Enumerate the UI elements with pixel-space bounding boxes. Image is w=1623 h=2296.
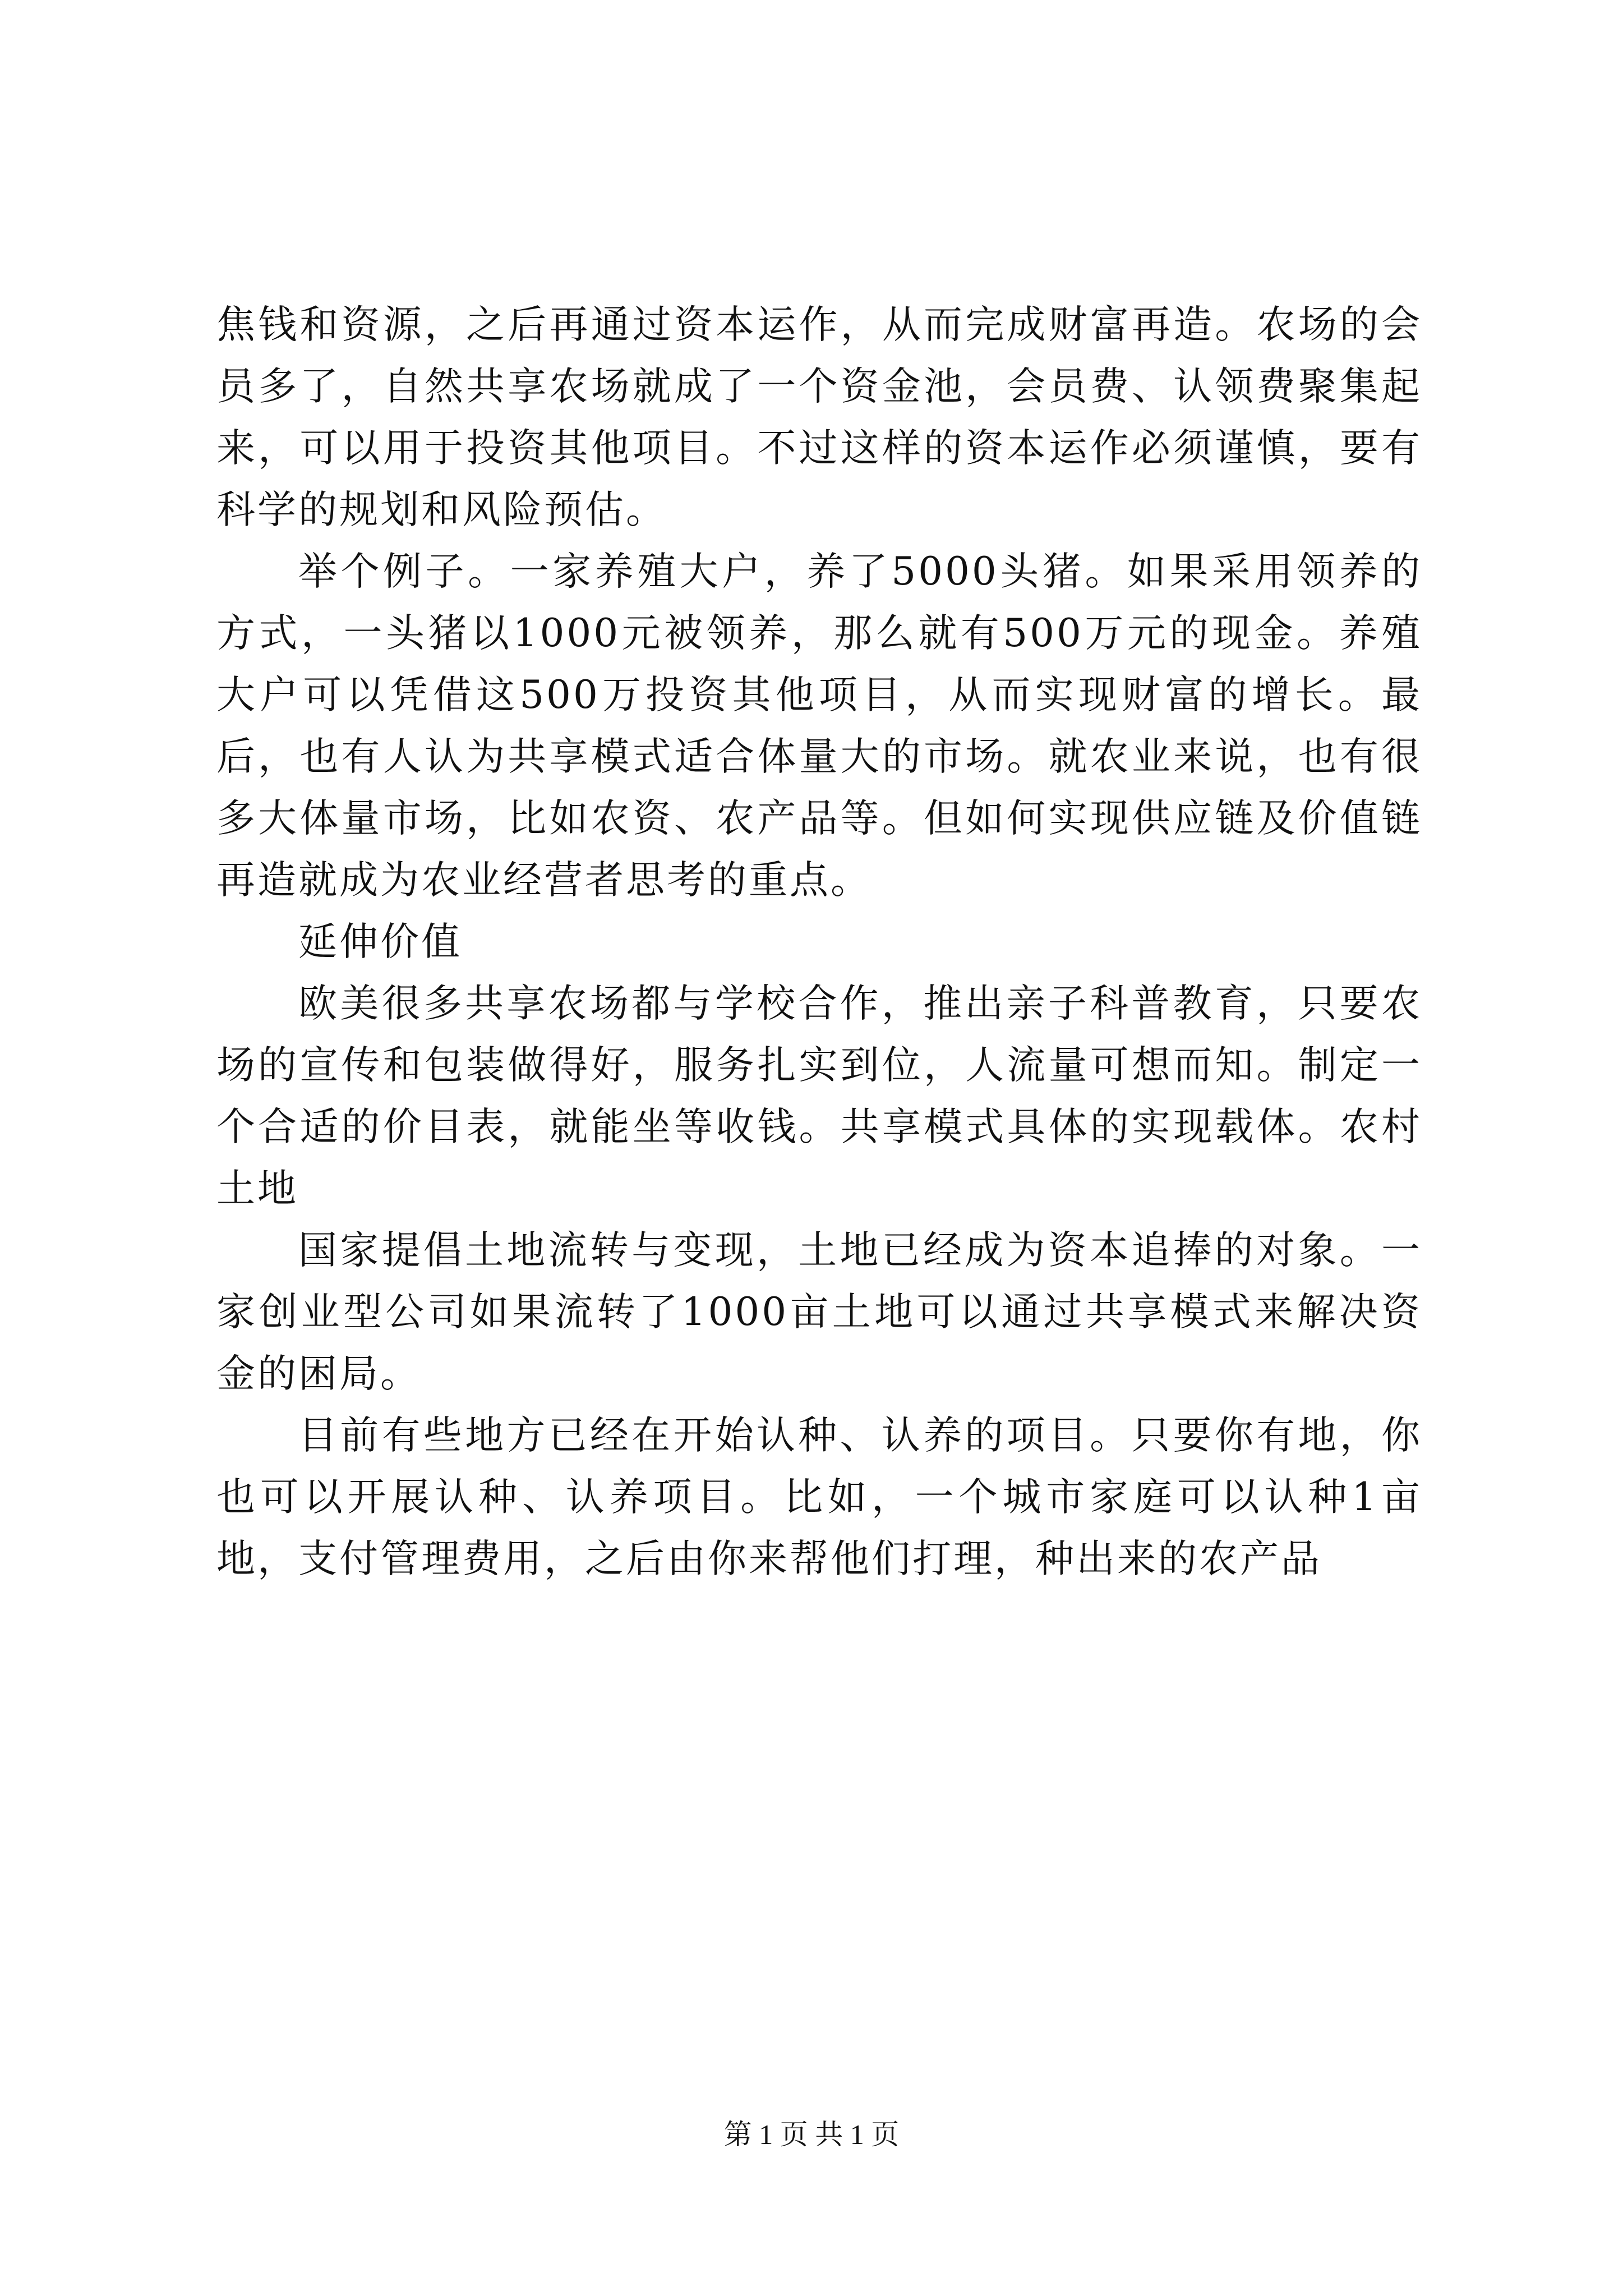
- paragraph-1: 焦钱和资源，之后再通过资本运作，从而完成财富再造。农场的会员多了，自然共享农场就成了一个资金池，会员费、认领费聚集起来，可以用于投资其他项目。不过这样的资本运作必须谨慎，要有科学的规划和风险预估。: [216, 302, 1422, 532]
- section-heading-extended-value: 延伸价值: [298, 919, 462, 964]
- document-body: [216, 294, 1422, 1590]
- paragraph-3: 欧美很多共享农场都与学校合作，推出亲子科普教育，只要农场的宣传和包装做得好，服务扎实到位，人流量可想而知。制定一个合适的价目表，就能坐等收钱。共享模式具体的实现载体。农村土地: [216, 981, 1422, 1211]
- page-footer: 第 1 页 共 1 页: [723, 2119, 900, 2150]
- paragraph-5: 目前有些地方已经在开始认种、认养的项目。只要你有地，你也可以开展认种、认养项目。比如，一个城市家庭可以认种1亩地，支付管理费用，之后由你来帮他们打理，种出来的农产品: [216, 1413, 1422, 1581]
- paragraph-4: 国家提倡土地流转与变现，土地已经成为资本追捧的对象。一家创业型公司如果流转了1000亩土地可以通过共享模式来解决资金的困局。: [216, 1228, 1422, 1396]
- paragraph-2: 举个例子。一家养殖大户，养了5000头猪。如果采用领养的方式，一头猪以1000元被领养，那么就有500万元的现金。养殖大户可以凭借这500万投资其他项目，从而实现财富的增长。最后，也有人认为共享模式适合体量大的市场。就农业来说，也有很多大体量市场，比如农资、农产品等。但如何实现供应链及价值链再造就成为农业经营者思考的重点。: [216, 549, 1422, 903]
